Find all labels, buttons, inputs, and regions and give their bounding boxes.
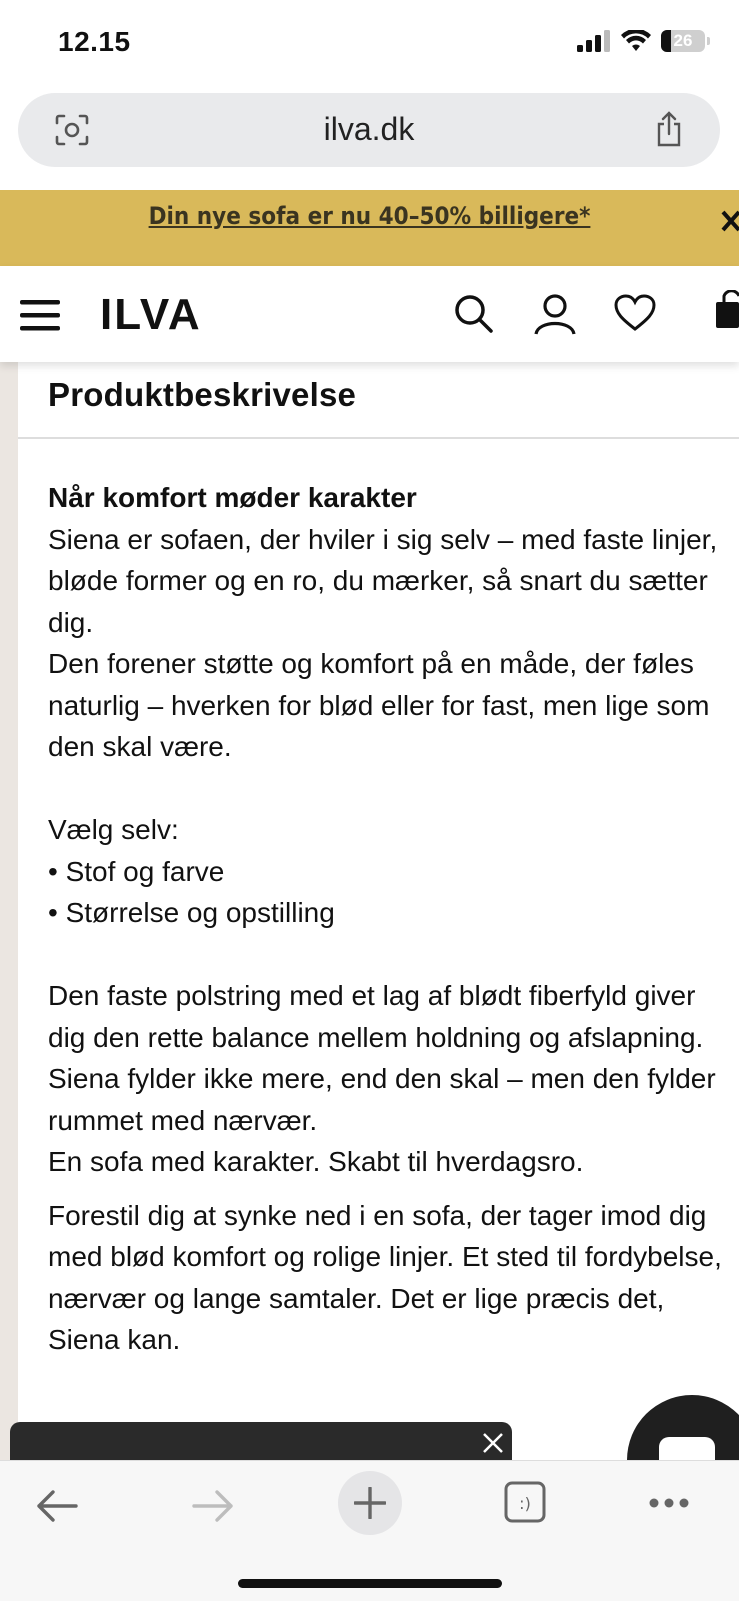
description-heading: Når komfort møder karakter: [48, 482, 417, 513]
close-icon[interactable]: [482, 1432, 504, 1454]
hamburger-menu-icon[interactable]: [20, 299, 60, 331]
status-time: 12.15: [58, 26, 131, 57]
description-paragraph: Den faste polstring med et lag af blødt fiberfyld giver dig den rette balance mellem holdning og afslapning.: [48, 980, 704, 1053]
search-icon[interactable]: [454, 294, 494, 334]
new-tab-button[interactable]: [338, 1471, 402, 1535]
browser-toolbar: [0, 1460, 739, 1601]
divider: [18, 437, 739, 439]
status-icons: [577, 30, 705, 52]
close-icon[interactable]: [717, 210, 739, 234]
description-paragraph: Siena er sofaen, der hviler i sig selv – med faste linjer, bløde former og en ro, du mærker, så snart du sætter dig.: [48, 523, 718, 638]
battery-level: 26: [673, 31, 693, 50]
description-paragraph: En sofa med karakter. Skabt til hverdagsro.: [48, 1146, 584, 1177]
tabs-icon[interactable]: [504, 1481, 546, 1523]
share-icon[interactable]: [654, 110, 684, 148]
promo-text[interactable]: Din nye sofa er nu 40–50% billigere*: [148, 202, 591, 230]
svg-text::): :): [519, 1494, 531, 1513]
more-icon[interactable]: [648, 1497, 690, 1509]
description-body: [48, 477, 728, 1361]
status-bar: [0, 0, 739, 88]
description-paragraph: Den forener støtte og komfort på en måde, der føles naturlig – hverken for blød eller for fast, men lige som den skal være.: [48, 648, 710, 762]
site-header: [0, 266, 739, 362]
bullet-item: • Stof og farve: [48, 855, 225, 887]
bag-icon[interactable]: [716, 290, 739, 330]
promo-banner[interactable]: [0, 190, 739, 266]
battery-indicator: [661, 30, 705, 52]
cellular-signal-icon: [577, 30, 611, 52]
home-indicator: [238, 1579, 502, 1588]
back-arrow-icon[interactable]: [36, 1489, 78, 1523]
plus-icon: [354, 1487, 386, 1519]
bullet-item: • Størrelse og opstilling: [48, 897, 335, 928]
user-icon[interactable]: [534, 294, 576, 336]
choose-label: Vælg selv:: [48, 814, 179, 845]
section-title[interactable]: Produktbeskrivelse: [48, 376, 357, 413]
url-text[interactable]: ilva.dk: [323, 111, 415, 147]
heart-icon[interactable]: [614, 294, 656, 332]
description-paragraph: Forestil dig at synke ned i en sofa, der tager imod dig med blød komfort og rolige linjer. Et sted til fordybelse, nærvær og lange samtaler. Det er lige præcis det, Siena kan.: [48, 1199, 722, 1355]
wifi-icon: [621, 30, 651, 52]
description-paragraph: Siena fylder ikke mere, end den skal – men den fylder rummet med nærvær.: [48, 1063, 716, 1136]
address-bar[interactable]: [18, 93, 720, 167]
forward-arrow-icon[interactable]: [192, 1489, 234, 1523]
ilva-logo[interactable]: ILVA: [100, 290, 202, 339]
side-strip: [0, 362, 18, 1462]
product-description-panel: [0, 362, 739, 1462]
